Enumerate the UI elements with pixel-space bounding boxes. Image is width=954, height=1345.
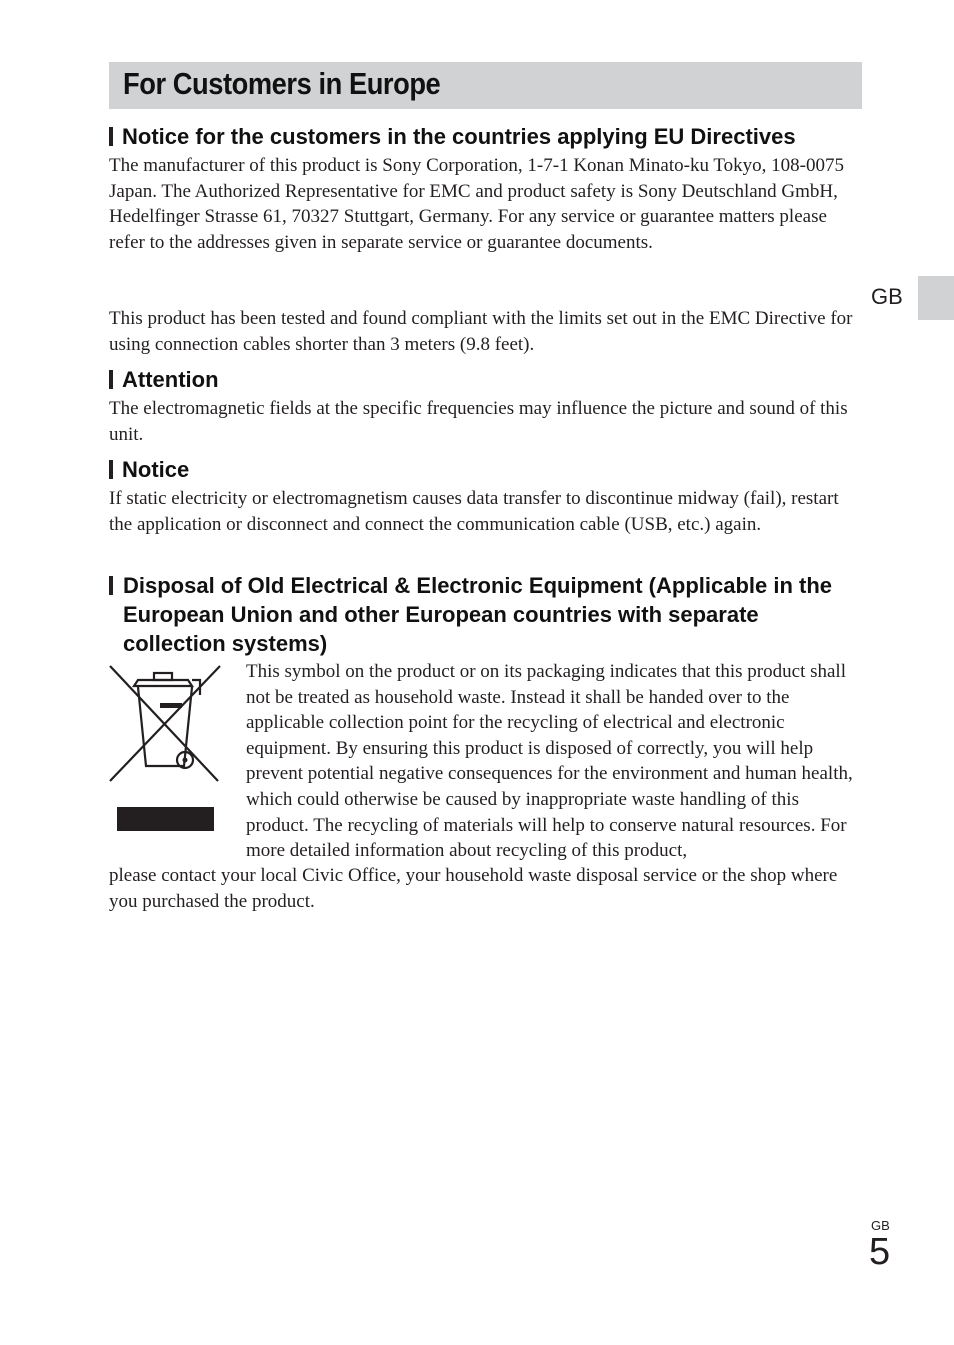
eu-directives-heading-text: Notice for the customers in the countries applying EU Directives (122, 124, 796, 149)
eu-directives-paragraph-1: The manufacturer of this product is Sony Corporation, 1-7-1 Konan Minato-ku Tokyo, 108-0075 Japan. The Authorized Representative for EMC and product safety is Sony Deutschland GmbH, Hedelfinger Strasse 61, 70327 Stuttgart, Germany. For any service or guarantee matters please refer to the addresses given in separate service or guarantee documents. (109, 155, 844, 253)
disposal-paragraph-continued: please contact your local Civic Office, your household waste disposal service or the shop where you purchased the product. (109, 865, 838, 912)
page-number: 5 (869, 1231, 891, 1273)
page-title-bar (109, 62, 862, 109)
notice-heading-text: Notice (122, 457, 190, 482)
side-tab-marker (918, 276, 954, 320)
heading-bar (109, 370, 113, 389)
attention-heading-text: Attention (122, 367, 219, 392)
disposal-heading (109, 571, 865, 658)
crossed-out-wheelie-bin-icon (108, 663, 224, 833)
heading-bar (109, 460, 113, 479)
side-language-label: GB (871, 284, 903, 309)
page-number-language: GB (871, 1218, 890, 1233)
heading-bar (109, 576, 113, 595)
attention-paragraph: The electromagnetic fields at the specific frequencies may influence the picture and sound of this unit. (109, 398, 848, 445)
eu-directives-paragraph-2: This product has been tested and found compliant with the limits set out in the EMC Directive for using connection cables shorter than 3 meters (9.8 feet). (109, 308, 853, 355)
notice-heading (109, 455, 189, 484)
disposal-paragraph: This symbol on the product or on its packaging indicates that this product shall not be treated as household waste. Instead it shall be handed over to the applicable collection point for the recycling of electrical and electronic equipment. By ensuring this product is disposed of correctly, you will help prevent potential negative consequences for the environment and human health, which could otherwise be caused by inappropriate waste handling of this product. The recycling of materials will help to conserve natural resources. For more detailed information about recycling of this product, (246, 661, 853, 862)
page-title: For Customers in Europe (123, 66, 441, 101)
attention-heading (109, 365, 219, 394)
notice-paragraph: If static electricity or electromagnetism causes data transfer to discontinue midway (fail), restart the application or disconnect and connect the communication cable (USB, etc.) again. (109, 488, 839, 535)
eu-directives-heading (109, 122, 796, 151)
disposal-heading-text: Disposal of Old Electrical & Electronic Equipment (Applicable in the European Union and other European countries with separate collection systems) (123, 573, 833, 656)
heading-bar (109, 127, 113, 146)
